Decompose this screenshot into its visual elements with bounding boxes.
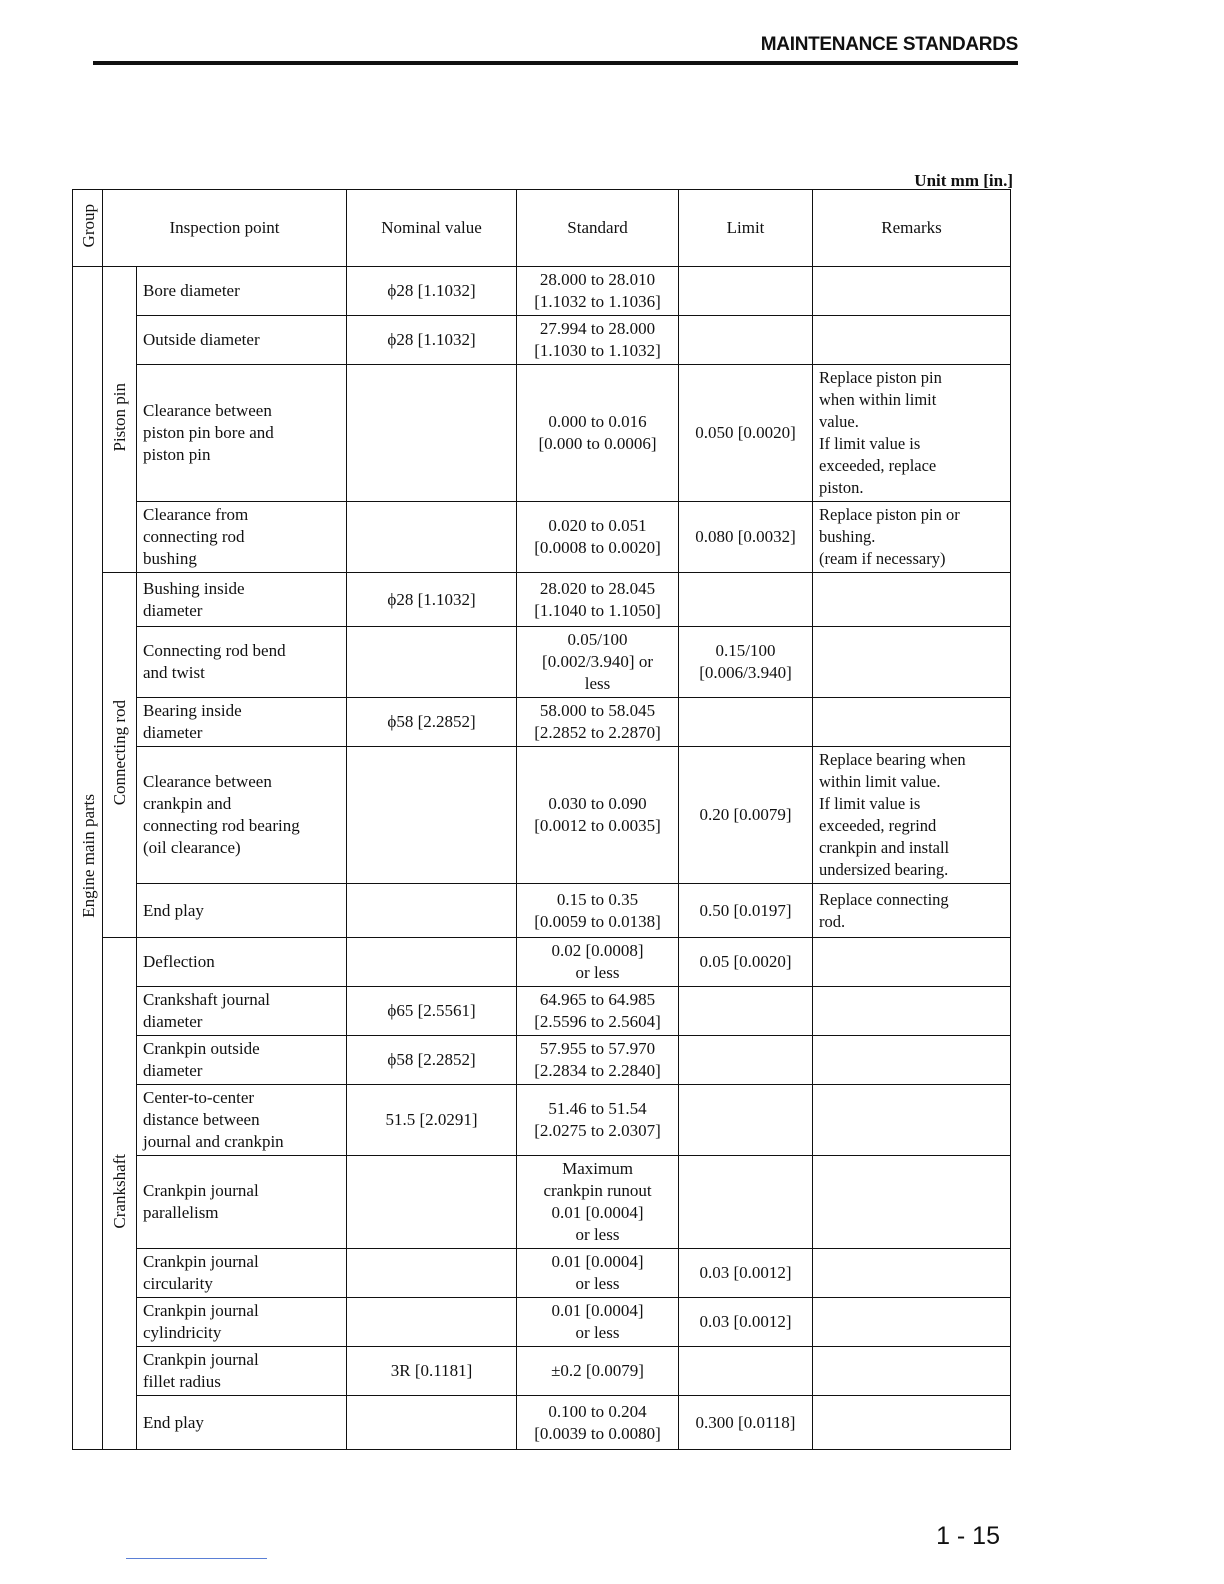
inspection-point-cell-line: Bushing inside xyxy=(143,578,245,598)
nominal-value-cell xyxy=(347,365,517,502)
standard-value-cell-line: [0.000 to 0.0006] xyxy=(538,434,657,453)
standard-value-cell-line: 0.01 [0.0004] xyxy=(551,1203,644,1222)
nominal-value-cell xyxy=(347,884,517,938)
standard-value-cell-line: [2.2834 to 2.2840] xyxy=(534,1061,661,1080)
standard-value-cell xyxy=(517,573,679,627)
remarks-cell xyxy=(813,573,1011,627)
group-engine-main-parts xyxy=(73,267,103,1450)
inspection-point-cell-line: piston pin bore and xyxy=(143,423,274,442)
limit-value-cell xyxy=(679,627,813,698)
standard-value-cell xyxy=(517,1298,679,1347)
remarks-cell xyxy=(813,1249,1011,1298)
inspection-point-cell xyxy=(137,1085,347,1156)
subgroup-label: Piston pin xyxy=(109,382,129,452)
col-header-limit: Limit xyxy=(679,190,813,267)
table-row xyxy=(73,1396,1011,1450)
inspection-point-cell-line: distance between xyxy=(143,1110,260,1129)
table-body xyxy=(73,267,1011,1450)
inspection-point-cell: End play xyxy=(137,884,347,938)
inspection-point-cell-line: Connecting rod bend xyxy=(143,641,286,660)
limit-value-cell: 0.05 [0.0020] xyxy=(679,938,813,987)
remarks-cell-line: within limit value. xyxy=(819,772,941,791)
remarks-cell-line: Replace bearing when xyxy=(819,750,966,769)
inspection-point-cell-line: connecting rod xyxy=(143,527,245,546)
table-row xyxy=(73,1085,1011,1156)
table-row xyxy=(73,1249,1011,1298)
subgroup-connecting-rod xyxy=(103,573,137,938)
inspection-point-cell xyxy=(137,987,347,1036)
standard-value-cell-line: 64.965 to 64.985 xyxy=(539,990,656,1009)
inspection-point-cell xyxy=(137,627,347,698)
standard-value-cell-line: [1.1030 to 1.1032] xyxy=(534,341,661,360)
remarks-cell-line: undersized bearing. xyxy=(819,860,949,879)
inspection-point-cell-line: Crankpin journal xyxy=(143,1350,259,1369)
inspection-point-cell-line: fillet radius xyxy=(143,1372,221,1391)
standard-value-cell-line: or less xyxy=(575,1225,620,1244)
table-row xyxy=(73,573,1011,627)
subgroup-label: Connecting rod xyxy=(109,699,129,806)
inspection-point-cell-line: parallelism xyxy=(143,1203,219,1222)
nominal-value-cell xyxy=(347,1249,517,1298)
nominal-value-cell: ϕ65 [2.5561] xyxy=(347,987,517,1036)
subgroup-crankshaft xyxy=(103,938,137,1450)
inspection-point-cell: End play xyxy=(137,1396,347,1450)
standard-value-cell-line: 0.100 to 0.204 xyxy=(548,1401,647,1421)
standard-value-cell-line: ±0.2 [0.0079] xyxy=(551,1361,644,1380)
standard-value-cell xyxy=(517,1156,679,1249)
standard-value-cell-line: [1.1040 to 1.1050] xyxy=(534,600,661,620)
maintenance-standards-table xyxy=(72,189,1011,1450)
inspection-point-cell-line: Crankpin journal xyxy=(143,1252,259,1271)
limit-value-cell xyxy=(679,316,813,365)
inspection-point-cell xyxy=(137,1156,347,1249)
table-row xyxy=(73,267,1011,316)
inspection-point-cell-line: crankpin and xyxy=(143,794,232,813)
inspection-point-cell xyxy=(137,747,347,884)
limit-value-cell: 0.03 [0.0012] xyxy=(679,1298,813,1347)
inspection-point-cell-line: Crankshaft journal xyxy=(143,990,270,1009)
inspection-point-cell-line: diameter xyxy=(143,1012,203,1031)
inspection-point-cell: Deflection xyxy=(137,938,347,987)
inspection-point-cell xyxy=(137,1249,347,1298)
inspection-point-cell-line: Bearing inside xyxy=(143,701,242,720)
remarks-cell-line: piston. xyxy=(819,478,864,497)
remarks-cell xyxy=(813,884,1011,938)
inspection-point-cell-line: circularity xyxy=(143,1274,213,1293)
remarks-cell xyxy=(813,1036,1011,1085)
standard-value-cell-line: less xyxy=(584,674,611,693)
limit-value-cell xyxy=(679,1156,813,1249)
col-header-nominal: Nominal value xyxy=(347,190,517,267)
standard-value-cell-line: 0.01 [0.0004] xyxy=(551,1252,644,1271)
table-row xyxy=(73,1156,1011,1249)
remarks-cell xyxy=(813,938,1011,987)
inspection-point-cell-line: bushing xyxy=(143,549,197,568)
inspection-point-cell xyxy=(137,1036,347,1085)
remarks-cell-line: Replace piston pin or xyxy=(819,505,960,524)
inspection-point-cell xyxy=(137,698,347,747)
remarks-cell xyxy=(813,627,1011,698)
inspection-point-cell: Bore diameter xyxy=(137,267,347,316)
table-row xyxy=(73,987,1011,1036)
limit-value-cell xyxy=(679,987,813,1036)
subgroup-label: Crankshaft xyxy=(109,1153,129,1229)
table-row xyxy=(73,747,1011,884)
standard-value-cell-line: 28.020 to 28.045 xyxy=(539,578,656,598)
remarks-cell xyxy=(813,365,1011,502)
standard-value-cell-line: 28.000 to 28.010 xyxy=(539,270,656,289)
inspection-point-cell xyxy=(137,365,347,502)
nominal-value-cell: 3R [0.1181] xyxy=(347,1347,517,1396)
standard-value-cell-line: [0.0059 to 0.0138] xyxy=(534,911,661,931)
standard-value-cell-line: 0.020 to 0.051 xyxy=(548,516,647,535)
standard-value-cell-line: 0.05/100 xyxy=(567,630,628,649)
remarks-cell xyxy=(813,987,1011,1036)
table-row xyxy=(73,1347,1011,1396)
limit-value-cell: 0.20 [0.0079] xyxy=(679,747,813,884)
standard-value-cell-line: 0.02 [0.0008] xyxy=(551,941,644,960)
col-header-remarks: Remarks xyxy=(813,190,1011,267)
inspection-point-cell-line: (oil clearance) xyxy=(143,838,241,857)
remarks-cell-line: (ream if necessary) xyxy=(819,549,946,568)
nominal-value-cell: ϕ28 [1.1032] xyxy=(347,573,517,627)
inspection-point-cell-line: Clearance between xyxy=(143,401,272,420)
table-row xyxy=(73,698,1011,747)
footer-link-rule xyxy=(126,1558,267,1559)
remarks-cell-line: exceeded, regrind xyxy=(819,816,937,835)
standard-value-cell-line: [0.0039 to 0.0080] xyxy=(534,1423,661,1443)
standard-value-cell xyxy=(517,267,679,316)
standard-value-cell-line: 27.994 to 28.000 xyxy=(539,319,656,338)
standard-value-cell-line: crankpin runout xyxy=(543,1181,652,1200)
remarks-cell xyxy=(813,502,1011,573)
nominal-value-cell: ϕ28 [1.1032] xyxy=(347,267,517,316)
standard-value-cell-line: [2.2852 to 2.2870] xyxy=(534,723,661,742)
standard-value-cell xyxy=(517,365,679,502)
remarks-cell-line: If limit value is xyxy=(819,434,921,453)
nominal-value-cell: ϕ58 [2.2852] xyxy=(347,1036,517,1085)
standard-value-cell-line: or less xyxy=(575,963,620,982)
remarks-cell xyxy=(813,1298,1011,1347)
unit-label: Unit mm [in.] xyxy=(914,171,1013,190)
limit-value-cell xyxy=(679,1347,813,1396)
inspection-point-cell-line: diameter xyxy=(143,1061,203,1080)
remarks-cell-line: when within limit xyxy=(819,390,937,409)
nominal-value-cell xyxy=(347,1298,517,1347)
standard-value-cell xyxy=(517,747,679,884)
remarks-cell-line: Replace connecting xyxy=(819,889,949,909)
nominal-value-cell xyxy=(347,502,517,573)
standard-value-cell-line: [2.0275 to 2.0307] xyxy=(534,1121,661,1140)
limit-value-cell xyxy=(679,267,813,316)
standard-value-cell-line: 0.01 [0.0004] xyxy=(551,1301,644,1320)
nominal-value-cell xyxy=(347,938,517,987)
limit-value-cell xyxy=(679,1036,813,1085)
page-number: 1 - 15 xyxy=(936,1522,1000,1550)
inspection-point-cell-line: piston pin xyxy=(143,445,211,464)
limit-value-cell: 0.080 [0.0032] xyxy=(679,502,813,573)
table-row xyxy=(73,316,1011,365)
standard-value-cell xyxy=(517,1036,679,1085)
table-row xyxy=(73,1036,1011,1085)
standard-value-cell xyxy=(517,987,679,1036)
standard-value-cell-line: 51.46 to 51.54 xyxy=(548,1099,647,1118)
standard-value-cell xyxy=(517,502,679,573)
standard-value-cell-line: 0.030 to 0.090 xyxy=(548,794,647,813)
nominal-value-cell: 51.5 [2.0291] xyxy=(347,1085,517,1156)
inspection-point-cell-line: diameter xyxy=(143,723,203,742)
limit-value-cell xyxy=(679,573,813,627)
nominal-value-cell xyxy=(347,1156,517,1249)
remarks-cell xyxy=(813,747,1011,884)
inspection-point-cell-line: Crankpin journal xyxy=(143,1301,259,1320)
standard-value-cell xyxy=(517,884,679,938)
standard-value-cell-line: 0.15 to 0.35 xyxy=(556,889,639,909)
remarks-cell xyxy=(813,1347,1011,1396)
remarks-cell-line: rod. xyxy=(819,911,846,931)
inspection-point-cell-line: diameter xyxy=(143,600,203,620)
nominal-value-cell xyxy=(347,747,517,884)
standard-value-cell-line: [0.0012 to 0.0035] xyxy=(534,816,661,835)
standard-value-cell xyxy=(517,698,679,747)
remarks-cell-line: value. xyxy=(819,412,859,431)
standard-value-cell-line: [0.002/3.940] or xyxy=(542,652,653,671)
inspection-point-cell: Outside diameter xyxy=(137,316,347,365)
standard-value-cell-line: [2.5596 to 2.5604] xyxy=(534,1012,661,1031)
inspection-point-cell xyxy=(137,573,347,627)
table-row xyxy=(73,938,1011,987)
table-row xyxy=(73,365,1011,502)
inspection-point-cell-line: connecting rod bearing xyxy=(143,816,300,835)
remarks-cell xyxy=(813,1156,1011,1249)
col-header-group: Group xyxy=(73,190,103,267)
inspection-point-cell-line: journal and crankpin xyxy=(143,1132,284,1151)
remarks-cell xyxy=(813,267,1011,316)
remarks-cell-line: bushing. xyxy=(819,527,876,546)
limit-value-cell: 0.50 [0.0197] xyxy=(679,884,813,938)
limit-value-cell xyxy=(679,698,813,747)
inspection-point-cell xyxy=(137,1347,347,1396)
inspection-point-cell xyxy=(137,502,347,573)
standard-value-cell-line: or less xyxy=(575,1323,620,1342)
standard-value-cell xyxy=(517,1396,679,1450)
limit-value-cell: 0.050 [0.0020] xyxy=(679,365,813,502)
inspection-point-cell-line: Center-to-center xyxy=(143,1088,255,1107)
remarks-cell xyxy=(813,1085,1011,1156)
nominal-value-cell xyxy=(347,627,517,698)
table-row xyxy=(73,1298,1011,1347)
remarks-cell-line: crankpin and install xyxy=(819,838,950,857)
col-header-standard: Standard xyxy=(517,190,679,267)
inspection-point-cell-line: Clearance between xyxy=(143,772,272,791)
nominal-value-cell: ϕ58 [2.2852] xyxy=(347,698,517,747)
standard-value-cell xyxy=(517,1249,679,1298)
maintenance-standards-table-container xyxy=(72,189,1010,1450)
table-row xyxy=(73,502,1011,573)
remarks-cell xyxy=(813,698,1011,747)
standard-value-cell-line: 57.955 to 57.970 xyxy=(539,1039,656,1058)
group-label: Engine main parts xyxy=(79,793,98,918)
inspection-point-cell-line: Clearance from xyxy=(143,505,249,524)
inspection-point-cell-line: Crankpin outside xyxy=(143,1039,260,1058)
inspection-point-cell-line: Crankpin journal xyxy=(143,1181,259,1200)
remarks-cell-line: If limit value is xyxy=(819,794,921,813)
standard-value-cell-line: [1.1032 to 1.1036] xyxy=(534,292,661,311)
col-header-inspection-point: Inspection point xyxy=(103,190,347,267)
limit-value-cell xyxy=(679,1085,813,1156)
nominal-value-cell xyxy=(347,1396,517,1450)
standard-value-cell-line: Maximum xyxy=(562,1159,633,1178)
remarks-cell xyxy=(813,316,1011,365)
limit-value-cell: 0.03 [0.0012] xyxy=(679,1249,813,1298)
remarks-cell-line: Replace piston pin xyxy=(819,368,942,387)
inspection-point-cell-line: cylindricity xyxy=(143,1323,222,1342)
standard-value-cell-line: 0.000 to 0.016 xyxy=(548,412,647,431)
table-header-row xyxy=(73,190,1011,267)
standard-value-cell xyxy=(517,316,679,365)
header-rule xyxy=(93,61,1018,65)
limit-value-cell: 0.300 [0.0118] xyxy=(679,1396,813,1450)
limit-value-cell-line: [0.006/3.940] xyxy=(699,663,792,682)
table-row xyxy=(73,884,1011,938)
standard-value-cell xyxy=(517,1347,679,1396)
remarks-cell-line: exceeded, replace xyxy=(819,456,937,475)
standard-value-cell xyxy=(517,938,679,987)
standard-value-cell-line: 58.000 to 58.045 xyxy=(539,701,656,720)
inspection-point-cell xyxy=(137,1298,347,1347)
page-header-title: MAINTENANCE STANDARDS xyxy=(760,34,1018,55)
nominal-value-cell: ϕ28 [1.1032] xyxy=(347,316,517,365)
standard-value-cell-line: or less xyxy=(575,1274,620,1293)
standard-value-cell-line: [0.0008 to 0.0020] xyxy=(534,538,661,557)
standard-value-cell xyxy=(517,627,679,698)
subgroup-piston-pin xyxy=(103,267,137,573)
remarks-cell xyxy=(813,1396,1011,1450)
table-row xyxy=(73,627,1011,698)
inspection-point-cell-line: and twist xyxy=(143,663,205,682)
standard-value-cell xyxy=(517,1085,679,1156)
limit-value-cell-line: 0.15/100 xyxy=(715,641,776,660)
